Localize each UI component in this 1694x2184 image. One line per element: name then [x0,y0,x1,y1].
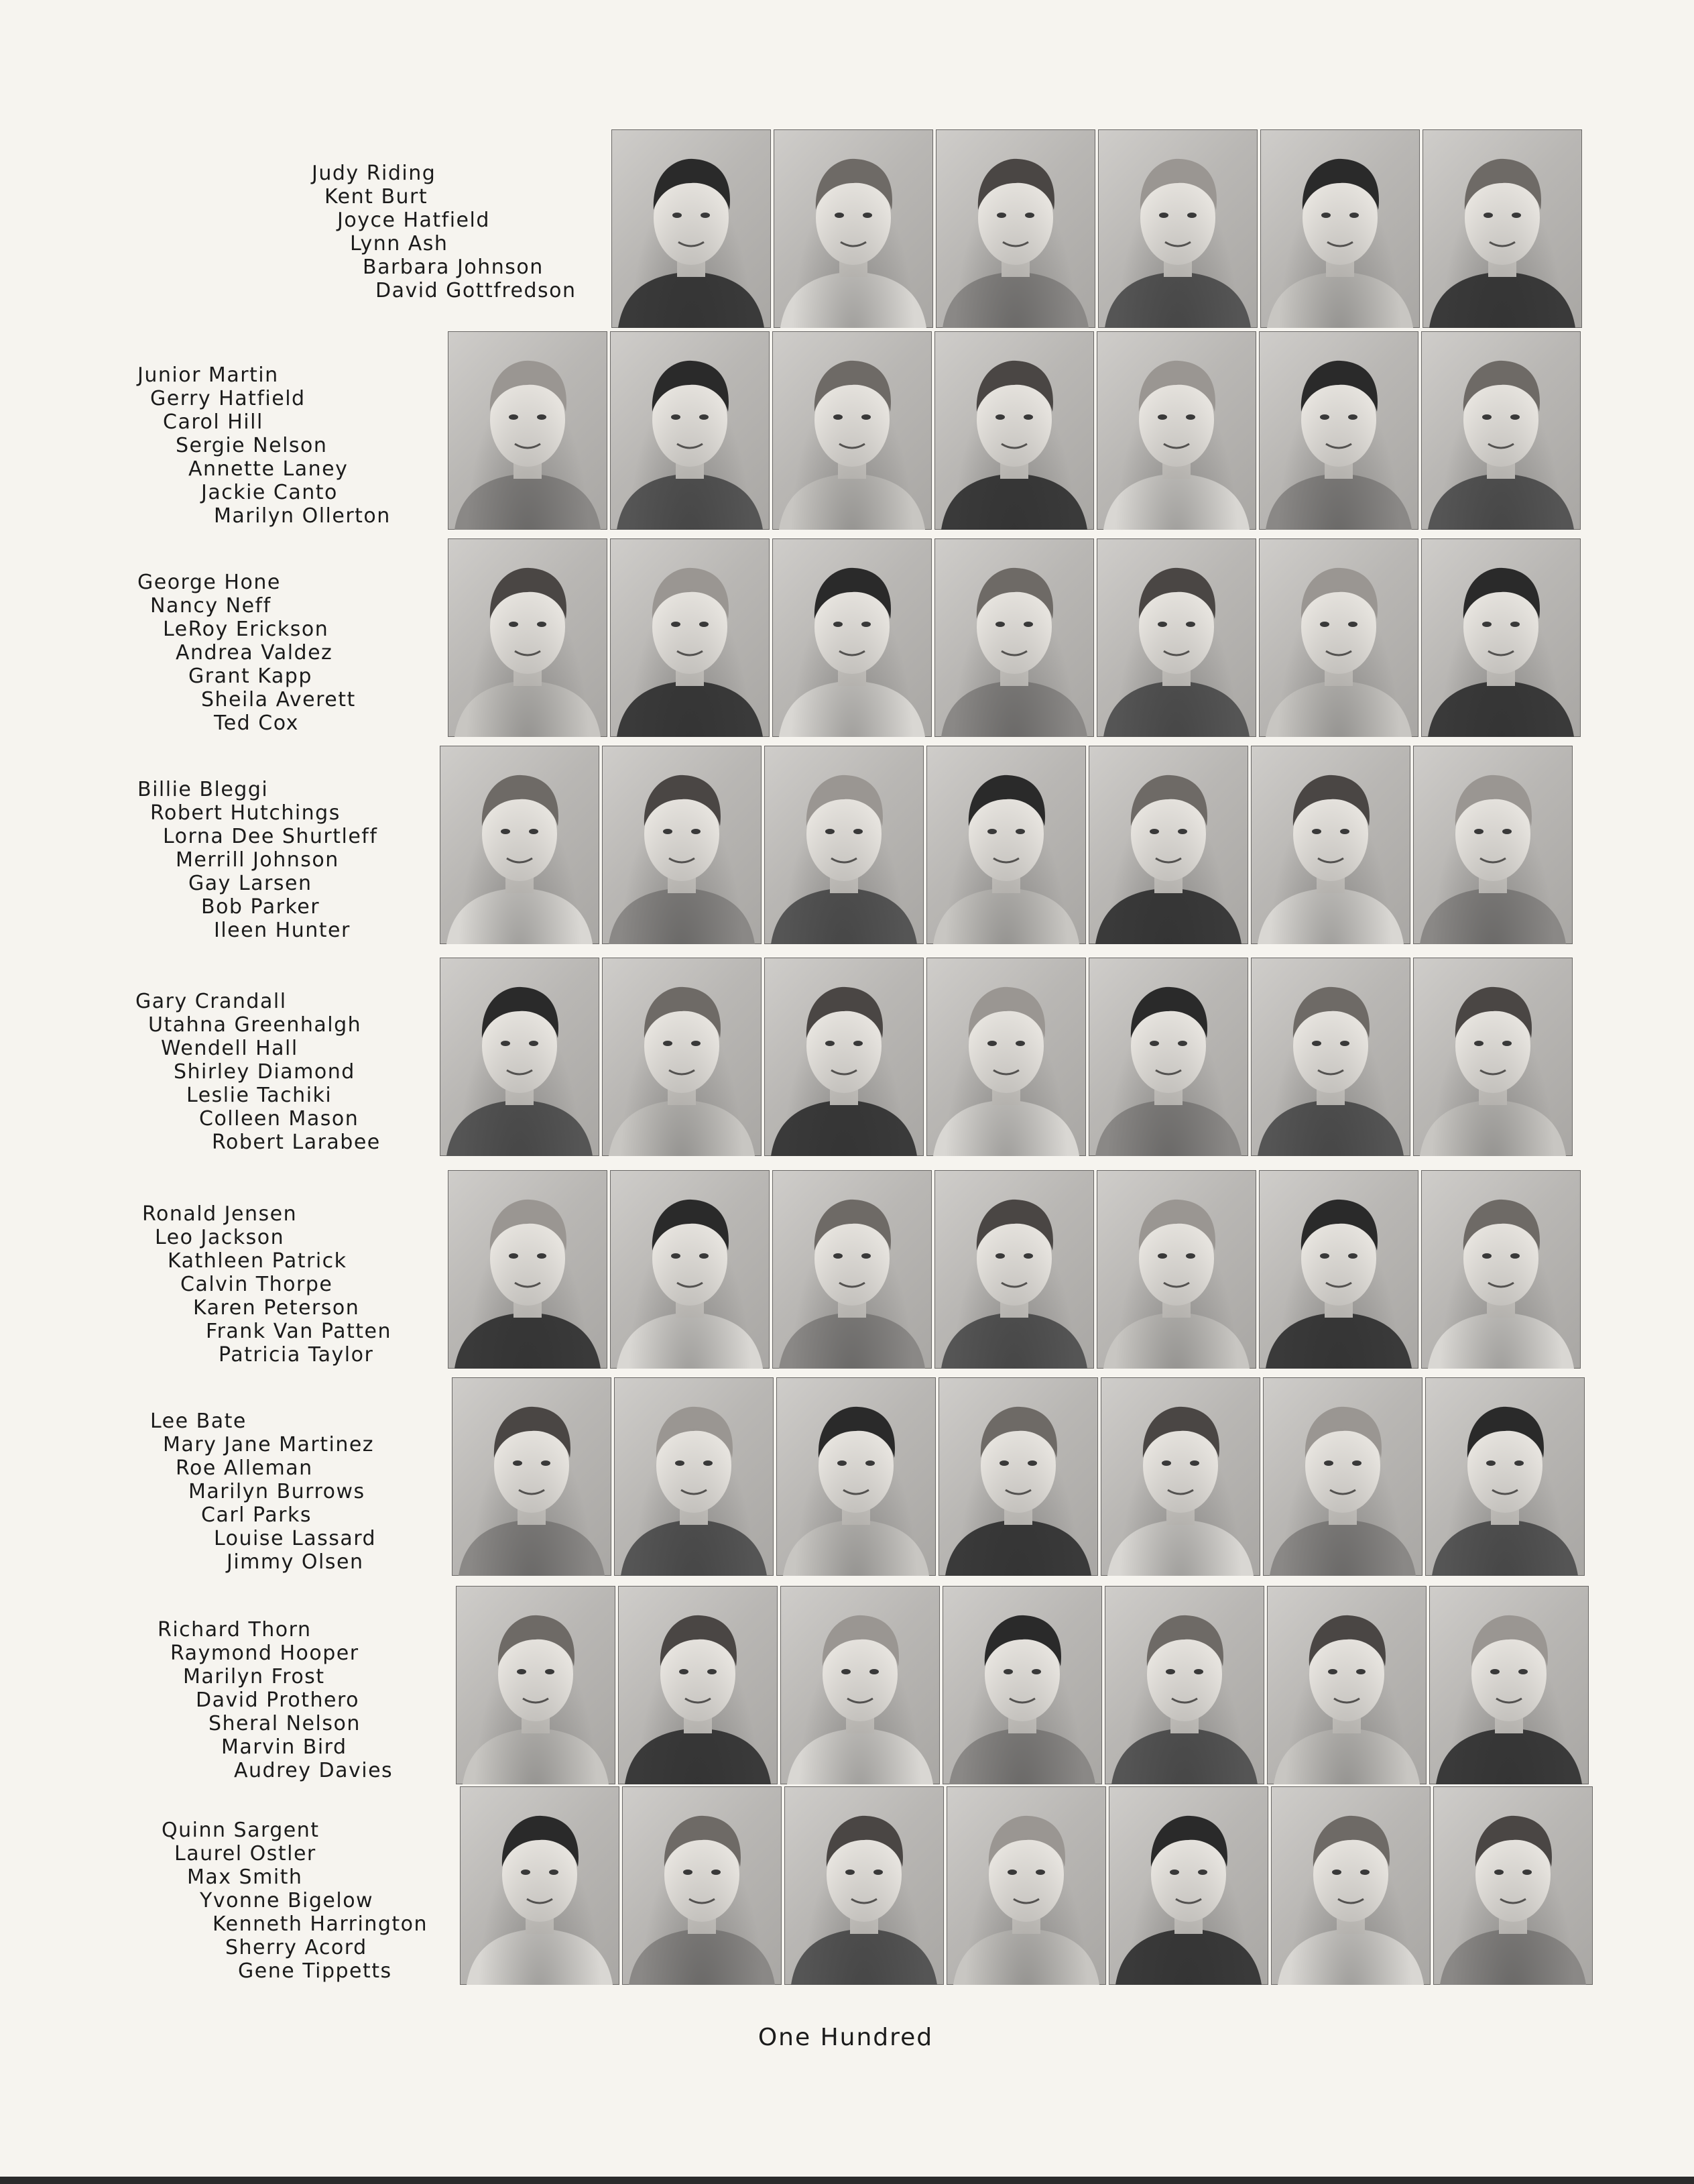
student-name: Marilyn Burrows [188,1480,365,1503]
student-portrait [1089,958,1248,1156]
student-portrait [1097,538,1256,737]
student-name-list [137,778,377,942]
student-portrait [772,1170,932,1369]
student-portrait [440,746,599,944]
student-portrait [1097,1170,1256,1369]
student-photo-strip [440,958,1573,1156]
student-name: Andrea Valdez [176,641,333,665]
student-name: Patricia Taylor [219,1343,374,1367]
student-portrait [1097,331,1256,530]
student-portrait [456,1586,615,1784]
student-portrait [602,958,762,1156]
student-name: Gene Tippetts [238,1959,392,1983]
student-name: Sheral Nelson [208,1712,361,1735]
student-portrait [1263,1377,1423,1576]
student-name: Max Smith [187,1865,303,1889]
student-portrait [610,331,770,530]
student-name: Marilyn Frost [183,1665,325,1688]
student-name: Colleen Mason [199,1107,359,1131]
student-portrait [764,746,924,944]
student-name: Merrill Johnson [176,848,339,872]
student-portrait [622,1786,782,1985]
student-portrait [610,1170,770,1369]
student-photo-strip [452,1377,1585,1576]
student-photo-strip [448,331,1581,530]
student-portrait [1421,538,1581,737]
student-name: Kathleen Patrick [168,1249,347,1273]
student-name-list [162,1819,428,1983]
student-name: Kenneth Harrington [213,1912,428,1936]
student-name-list [135,990,381,1154]
student-name: LeRoy Erickson [163,618,329,641]
student-name: Gay Larsen [188,872,312,895]
student-name: Robert Larabee [212,1131,381,1154]
student-portrait [943,1586,1102,1784]
student-name: Mary Jane Martinez [163,1433,375,1456]
student-portrait [1433,1786,1593,1985]
student-name-list [158,1618,393,1782]
student-name-list [150,1410,376,1574]
page-number-text: One Hundred [758,2024,934,2051]
student-name-list [142,1202,391,1367]
student-portrait [448,538,607,737]
student-portrait [784,1786,944,1985]
student-photo-strip [611,129,1582,328]
student-portrait [780,1586,940,1784]
student-name-list [312,162,577,302]
student-portrait [610,538,770,737]
student-portrait [764,958,924,1156]
student-portrait [1421,1170,1581,1369]
student-portrait [1101,1377,1260,1576]
student-portrait [947,1786,1106,1985]
student-name: Judy Riding [312,162,436,185]
student-portrait [1429,1586,1589,1784]
student-name: Billie Bleggi [137,778,269,801]
student-portrait [1098,129,1258,328]
student-name: Karen Peterson [193,1296,360,1320]
student-portrait [1413,958,1573,1156]
student-portrait [772,538,932,737]
student-name: Laurel Ostler [174,1842,316,1865]
student-name: Ronald Jensen [142,1202,298,1226]
student-name: Audrey Davies [234,1759,394,1782]
student-name-list [137,571,356,735]
student-name: Bob Parker [201,895,320,919]
student-portrait [1105,1586,1264,1784]
page-bottom-edge [0,2177,1694,2184]
student-name: Sergie Nelson [176,434,328,457]
student-portrait [926,958,1086,1156]
student-name: David Prothero [196,1688,360,1712]
student-portrait [934,331,1094,530]
student-portrait [452,1377,611,1576]
student-portrait [602,746,762,944]
student-photo-strip [448,538,1581,737]
student-portrait [1425,1377,1585,1576]
student-name: Leslie Tachiki [186,1084,332,1107]
student-name: Kent Burt [324,185,428,209]
student-portrait [1413,746,1573,944]
student-name: Grant Kapp [188,665,312,688]
student-portrait [440,958,599,1156]
student-name: Annette Laney [188,457,349,481]
student-portrait [448,331,607,530]
student-portrait [611,129,771,328]
student-name: Marvin Bird [221,1735,347,1759]
student-portrait [614,1377,774,1576]
student-name: Nancy Neff [150,594,271,618]
student-portrait [934,538,1094,737]
student-photo-strip [460,1786,1593,1985]
student-name: Junior Martin [137,363,279,387]
student-name: Calvin Thorpe [180,1273,333,1296]
student-name: Ileen Hunter [214,919,351,942]
student-portrait [1259,331,1418,530]
student-name: Jimmy Olsen [227,1550,364,1574]
student-portrait [1260,129,1420,328]
student-photo-strip [456,1586,1589,1784]
student-name: Roe Alleman [176,1456,313,1480]
student-name: Lee Bate [150,1410,247,1433]
student-portrait [460,1786,619,1985]
student-portrait [776,1377,936,1576]
student-portrait [1109,1786,1268,1985]
student-name: Leo Jackson [155,1226,285,1249]
student-name: Lorna Dee Shurtleff [163,825,378,848]
student-portrait [1267,1586,1427,1784]
student-name: Quinn Sargent [162,1819,320,1842]
student-portrait [1251,958,1410,1156]
student-name: David Gottfredson [375,279,577,302]
student-name: Shirley Diamond [174,1060,355,1084]
student-portrait [774,129,933,328]
student-name: Barbara Johnson [363,255,544,279]
student-portrait [926,746,1086,944]
student-name: Gerry Hatfield [150,387,306,410]
student-name: Joyce Hatfield [337,209,490,232]
student-name: Marilyn Ollerton [214,504,391,528]
student-name: Yvonne Bigelow [200,1889,374,1912]
student-name: Sheila Averett [201,688,356,711]
student-portrait [1423,129,1582,328]
student-name: Ted Cox [214,711,299,735]
page-number-label [0,2024,1694,2051]
student-name: Robert Hutchings [150,801,341,825]
student-name: Frank Van Patten [206,1320,391,1343]
student-portrait [939,1377,1098,1576]
student-portrait [772,331,932,530]
student-name: Gary Crandall [135,990,287,1013]
student-portrait [936,129,1095,328]
student-name: Richard Thorn [158,1618,312,1642]
student-portrait [1089,746,1248,944]
student-name: Jackie Canto [201,481,338,504]
student-portrait [1421,331,1581,530]
student-portrait [1251,746,1410,944]
student-portrait [1259,1170,1418,1369]
student-portrait [1271,1786,1431,1985]
student-name: Raymond Hooper [170,1642,359,1665]
student-name: Carol Hill [163,410,263,434]
student-portrait [448,1170,607,1369]
student-name: Sherry Acord [225,1936,367,1959]
student-portrait [618,1586,778,1784]
student-name: Wendell Hall [161,1037,298,1060]
student-portrait [1259,538,1418,737]
student-name: Lynn Ash [350,232,448,255]
student-name: Louise Lassard [214,1527,377,1550]
student-portrait [934,1170,1094,1369]
student-name: Utahna Greenhalgh [148,1013,362,1037]
student-photo-strip [448,1170,1581,1369]
student-name-list [137,363,391,528]
student-photo-strip [440,746,1573,944]
student-name: Carl Parks [201,1503,312,1527]
student-name: George Hone [137,571,281,594]
